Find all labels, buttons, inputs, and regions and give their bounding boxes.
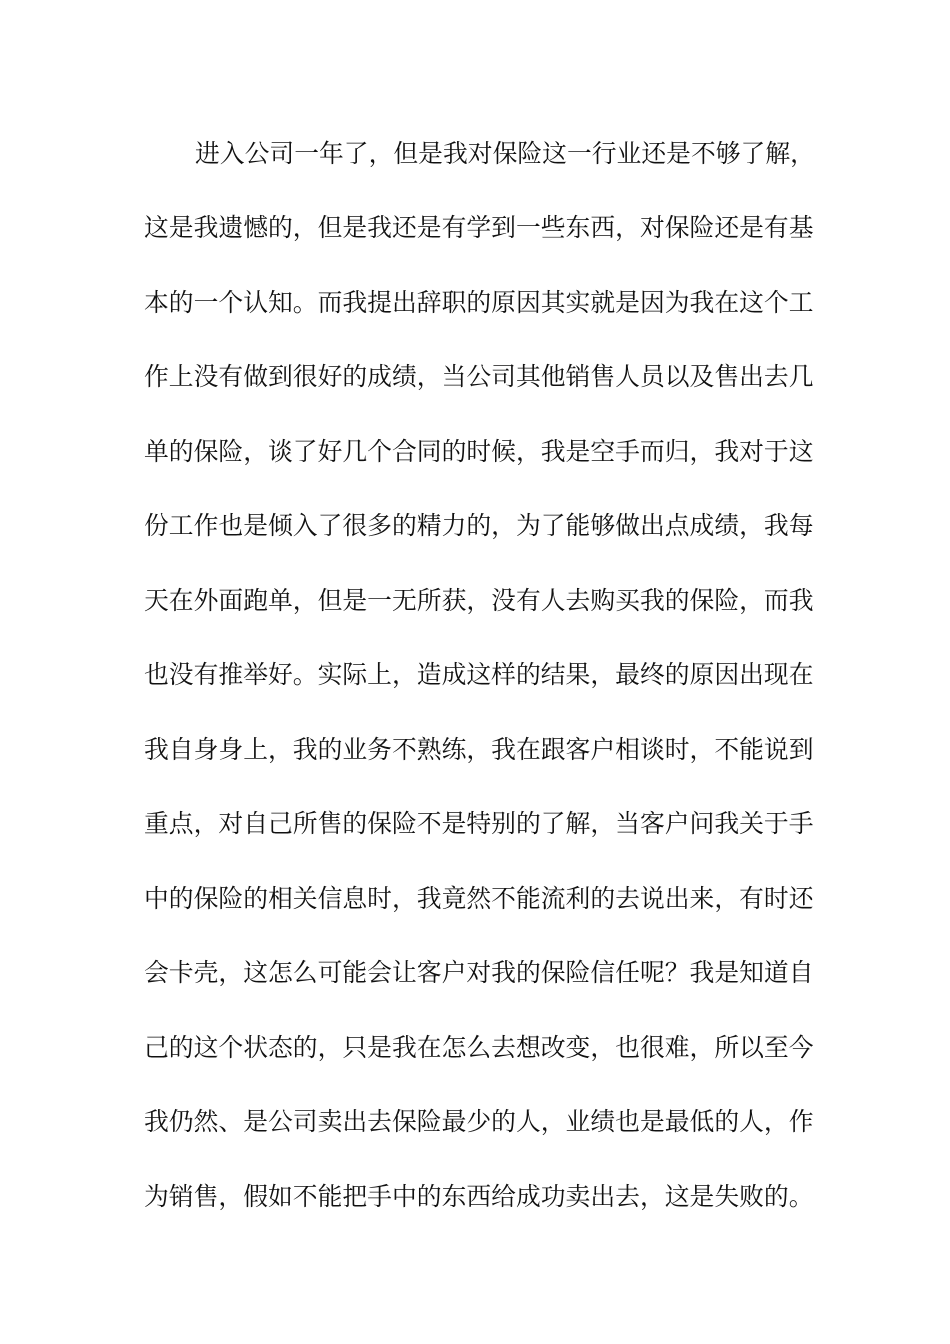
paragraph-line: 天在外面跑单，但是一无所获，没有人去购买我的保险，而我 [144,586,814,615]
paragraph-line: 进入公司一年了，但是我对保险这一行业还是不够了解， [195,139,815,168]
paragraph-line: 我自身身上，我的业务不熟练，我在跟客户相谈时，不能说到 [144,735,814,764]
paragraph-line: 单的保险，谈了好几个合同的时候，我是空手而归，我对于这 [144,437,814,466]
paragraph-line: 也没有推举好。实际上，造成这样的结果，最终的原因出现在 [144,660,814,689]
paragraph-line: 本的一个认知。而我提出辞职的原因其实就是因为我在这个工 [144,288,814,317]
paragraph-line: 会卡壳，这怎么可能会让客户对我的保险信任呢？我是知道自 [144,958,814,987]
paragraph-line: 这是我遗憾的，但是我还是有学到一些东西，对保险还是有基 [144,213,814,242]
paragraph-line: 重点，对自己所售的保险不是特别的了解，当客户问我关于手 [144,809,814,838]
paragraph-line: 作上没有做到很好的成绩，当公司其他销售人员以及售出去几 [144,362,814,391]
paragraph-line: 份工作也是倾入了很多的精力的，为了能够做出点成绩，我每 [144,511,814,540]
paragraph-line: 己的这个状态的，只是我在怎么去想改变，也很难，所以至今 [144,1033,814,1062]
paragraph-line: 中的保险的相关信息时，我竟然不能流利的去说出来，有时还 [144,884,814,913]
paragraph-line: 我仍然、是公司卖出去保险最少的人，业绩也是最低的人，作 [144,1107,814,1136]
paragraph-line: 为销售，假如不能把手中的东西给成功卖出去，这是失败的。 [144,1182,814,1211]
